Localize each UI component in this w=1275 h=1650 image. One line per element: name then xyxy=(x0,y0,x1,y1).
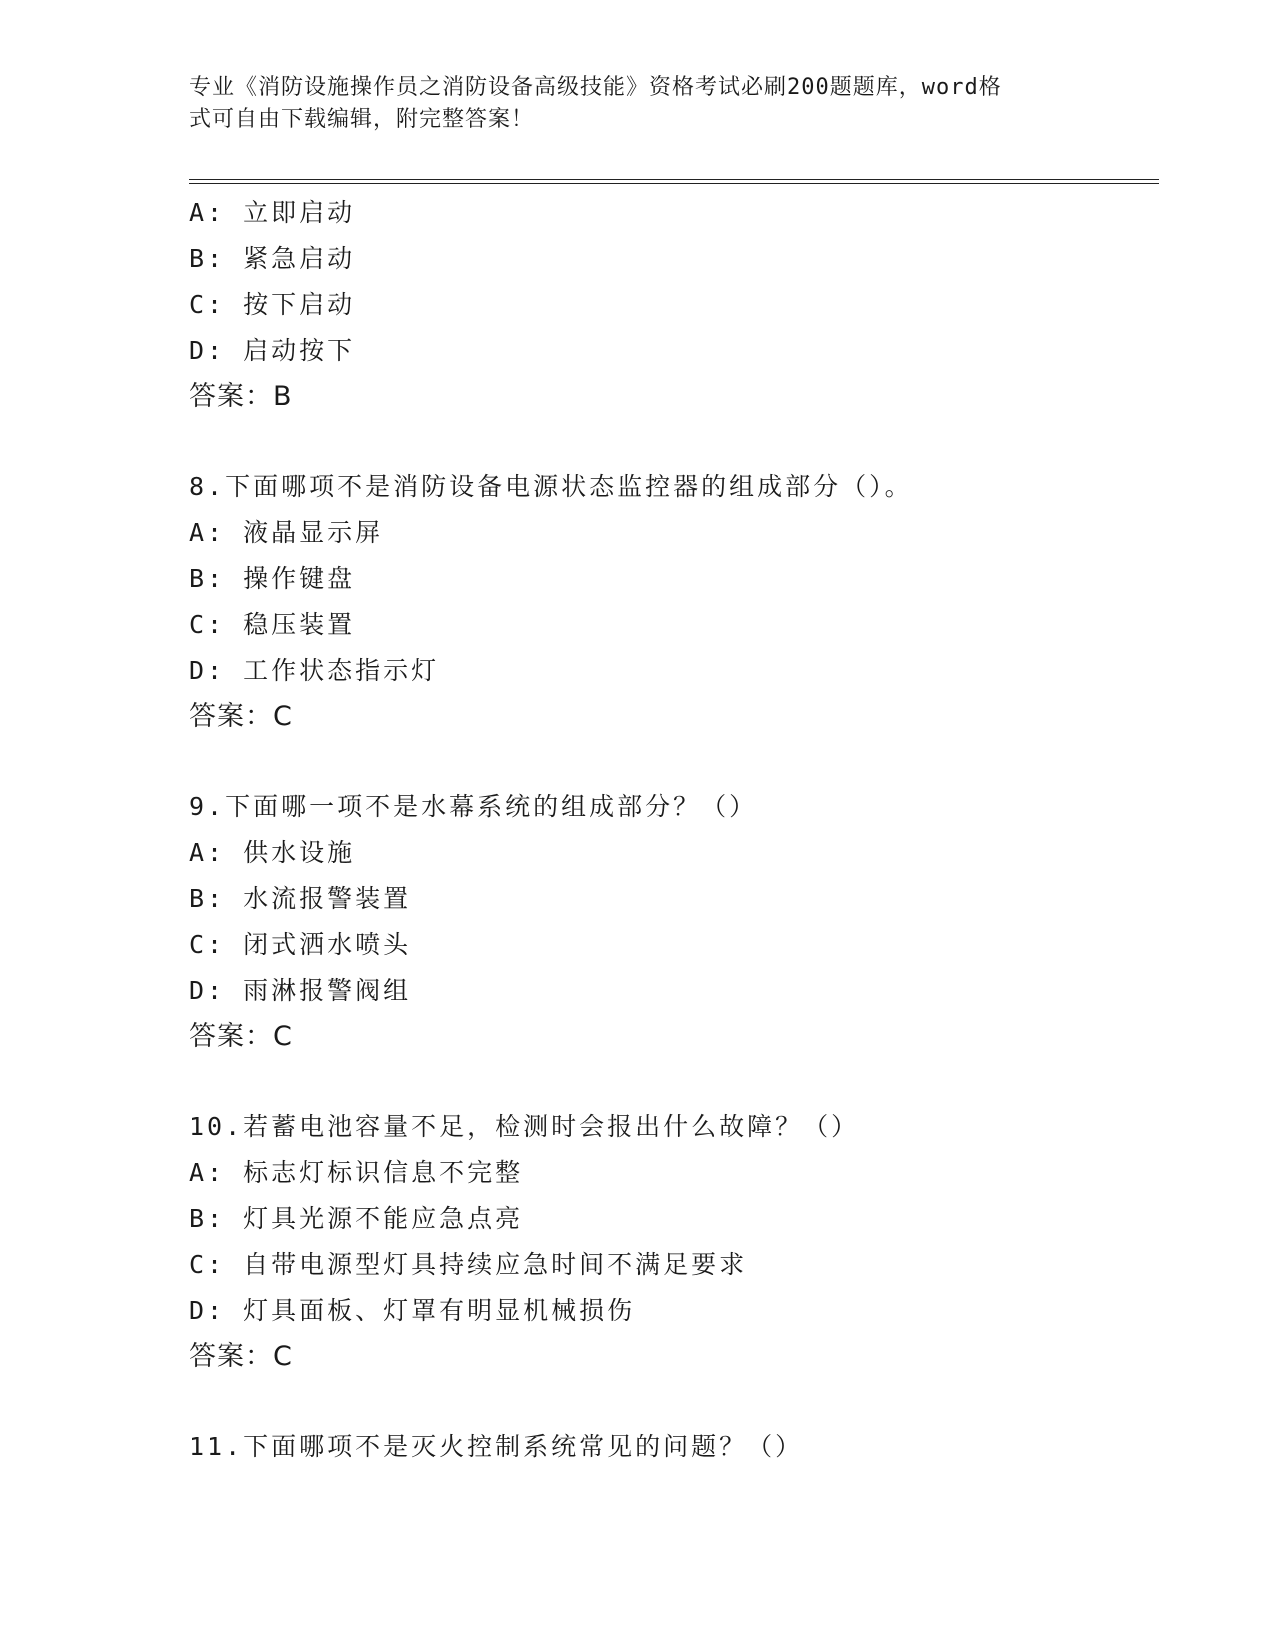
question-text: 11.下面哪项不是灭火控制系统常见的问题？（） xyxy=(189,1432,804,1461)
question-text: 9.下面哪一项不是水幕系统的组成部分？（） xyxy=(189,792,758,821)
answer-text: 答案：B xyxy=(189,381,293,412)
option-a: A: 供水设施 xyxy=(189,838,356,867)
option-a: A: 标志灯标识信息不完整 xyxy=(189,1158,524,1187)
option-c: C: 稳压装置 xyxy=(189,610,356,639)
option-c: C: 按下启动 xyxy=(189,290,356,319)
header-divider-bottom xyxy=(189,183,1159,184)
option-d: D: 雨淋报警阀组 xyxy=(189,976,412,1005)
question-block xyxy=(189,1104,1159,1380)
option-a: A: 立即启动 xyxy=(189,198,356,227)
option-d: D: 工作状态指示灯 xyxy=(189,656,440,685)
option-b: B: 水流报警装置 xyxy=(189,884,412,913)
header-title-line-2: 式可自由下载编辑，附完整答案！ xyxy=(189,107,535,132)
option-b: B: 紧急启动 xyxy=(189,244,356,273)
header-title-line-1: 专业《消防设施操作员之消防设备高级技能》资格考试必刷200题题库，word格 xyxy=(189,75,1002,100)
answer-text: 答案：C xyxy=(189,701,293,732)
option-d: D: 灯具面板、灯罩有明显机械损伤 xyxy=(189,1296,636,1325)
option-b: B: 灯具光源不能应急点亮 xyxy=(189,1204,524,1233)
option-b: B: 操作键盘 xyxy=(189,564,356,593)
question-block xyxy=(189,784,1159,1060)
header-divider-top xyxy=(189,179,1159,180)
previous-question-block xyxy=(189,190,1159,420)
question-block xyxy=(189,464,1159,740)
answer-text: 答案：C xyxy=(189,1021,293,1052)
answer-text: 答案：C xyxy=(189,1341,293,1372)
document-header xyxy=(189,72,1089,136)
option-c: C: 闭式洒水喷头 xyxy=(189,930,412,959)
option-a: A: 液晶显示屏 xyxy=(189,518,384,547)
option-d: D: 启动按下 xyxy=(189,336,356,365)
question-text: 10.若蓄电池容量不足，检测时会报出什么故障？（） xyxy=(189,1112,860,1141)
question-block xyxy=(189,1424,1159,1470)
question-list xyxy=(189,190,1159,1470)
question-text: 8.下面哪项不是消防设备电源状态监控器的组成部分（）。 xyxy=(189,472,913,501)
option-c: C: 自带电源型灯具持续应急时间不满足要求 xyxy=(189,1250,748,1279)
